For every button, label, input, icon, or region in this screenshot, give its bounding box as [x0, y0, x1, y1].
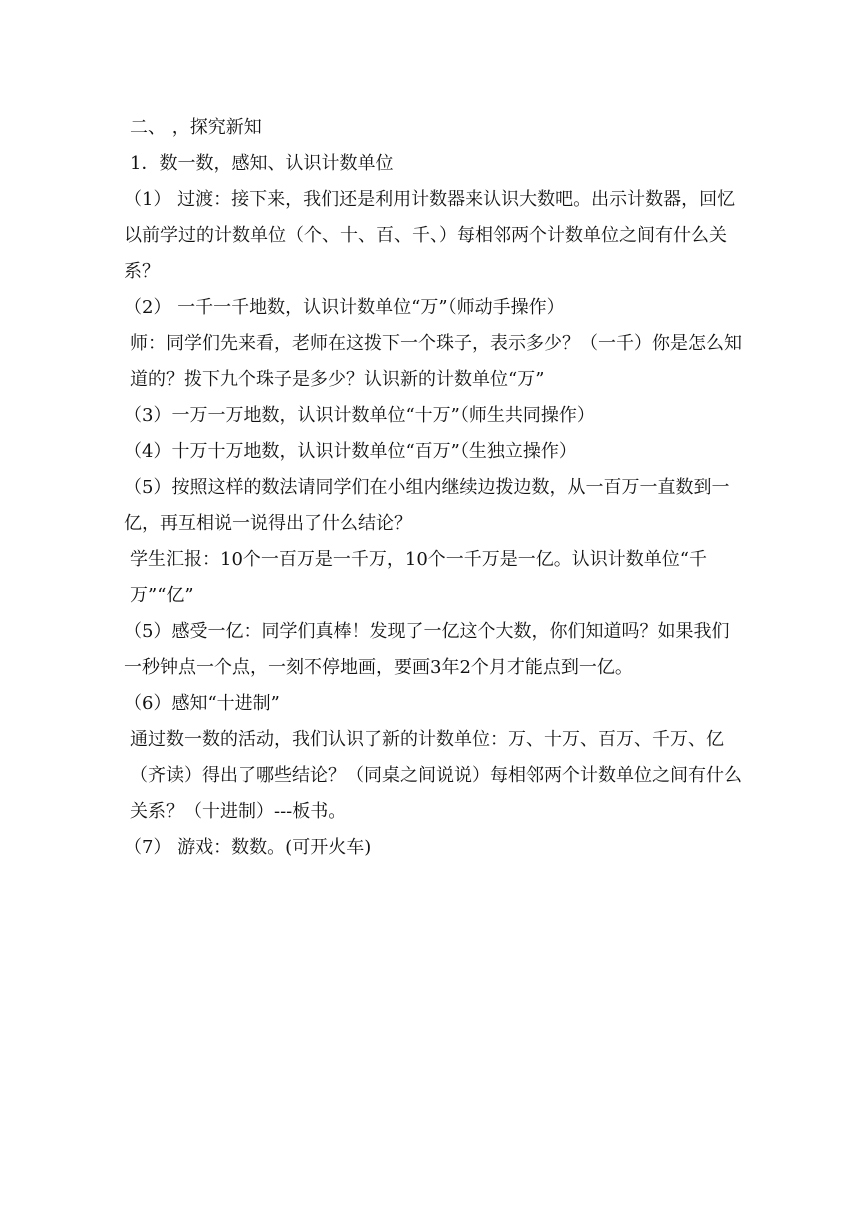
paragraph-step-6: （6）感知“十进制”: [124, 693, 280, 714]
paragraph-step-3: （3）一万一万地数，认识计数单位“十万”（师生共同操作）: [124, 405, 595, 426]
paragraph-step-5b: （5）感受一亿：同学们真棒！发现了一亿这个大数，你们知道吗？如果我们一秒钟点一个点，一刻不停地画，要画3年2个月才能点到一亿。: [124, 621, 730, 678]
section-heading: 二、 ，探究新知: [130, 117, 262, 138]
subsection-heading: 1．数一数，感知、认识计数单位: [130, 153, 394, 174]
paragraph-summary: 通过数一数的活动，我们认识了新的计数单位：万、十万、百万、千万、亿（齐读）得出了哪些结论？（同桌之间说说）每相邻两个计数单位之间有什么关系？（十进制）---板书。: [130, 729, 742, 822]
paragraph-step-4: （4）十万十万地数，认识计数单位“百万”（生独立操作）: [124, 441, 577, 462]
paragraph-step-1: （1） 过渡：接下来，我们还是利用计数器来认识大数吧。出示计数器，回忆以前学过的计数单位（个、十、百、千、）每相邻两个计数单位之间有什么关系？: [124, 189, 736, 282]
document-body: [124, 110, 742, 866]
paragraph-step-7: （7） 游戏：数数。(可开火车): [124, 837, 372, 858]
paragraph-step-2: （2） 一千一千地数，认识计数单位“万”（师动手操作）: [124, 297, 565, 318]
paragraph-step-5: （5）按照这样的数法请同学们在小组内继续边拨边数，从一百万一直数到一亿，再互相说一说得出了什么结论？: [124, 477, 730, 534]
paragraph-teacher: 师：同学们先来看，老师在这拨下一个珠子，表示多少？（一千）你是怎么知道的？拨下九个珠子是多少？认识新的计数单位“万”: [130, 333, 742, 390]
paragraph-student-report: 学生汇报：10个一百万是一千万，10个一千万是一亿。认识计数单位“千万”“亿”: [130, 549, 708, 606]
